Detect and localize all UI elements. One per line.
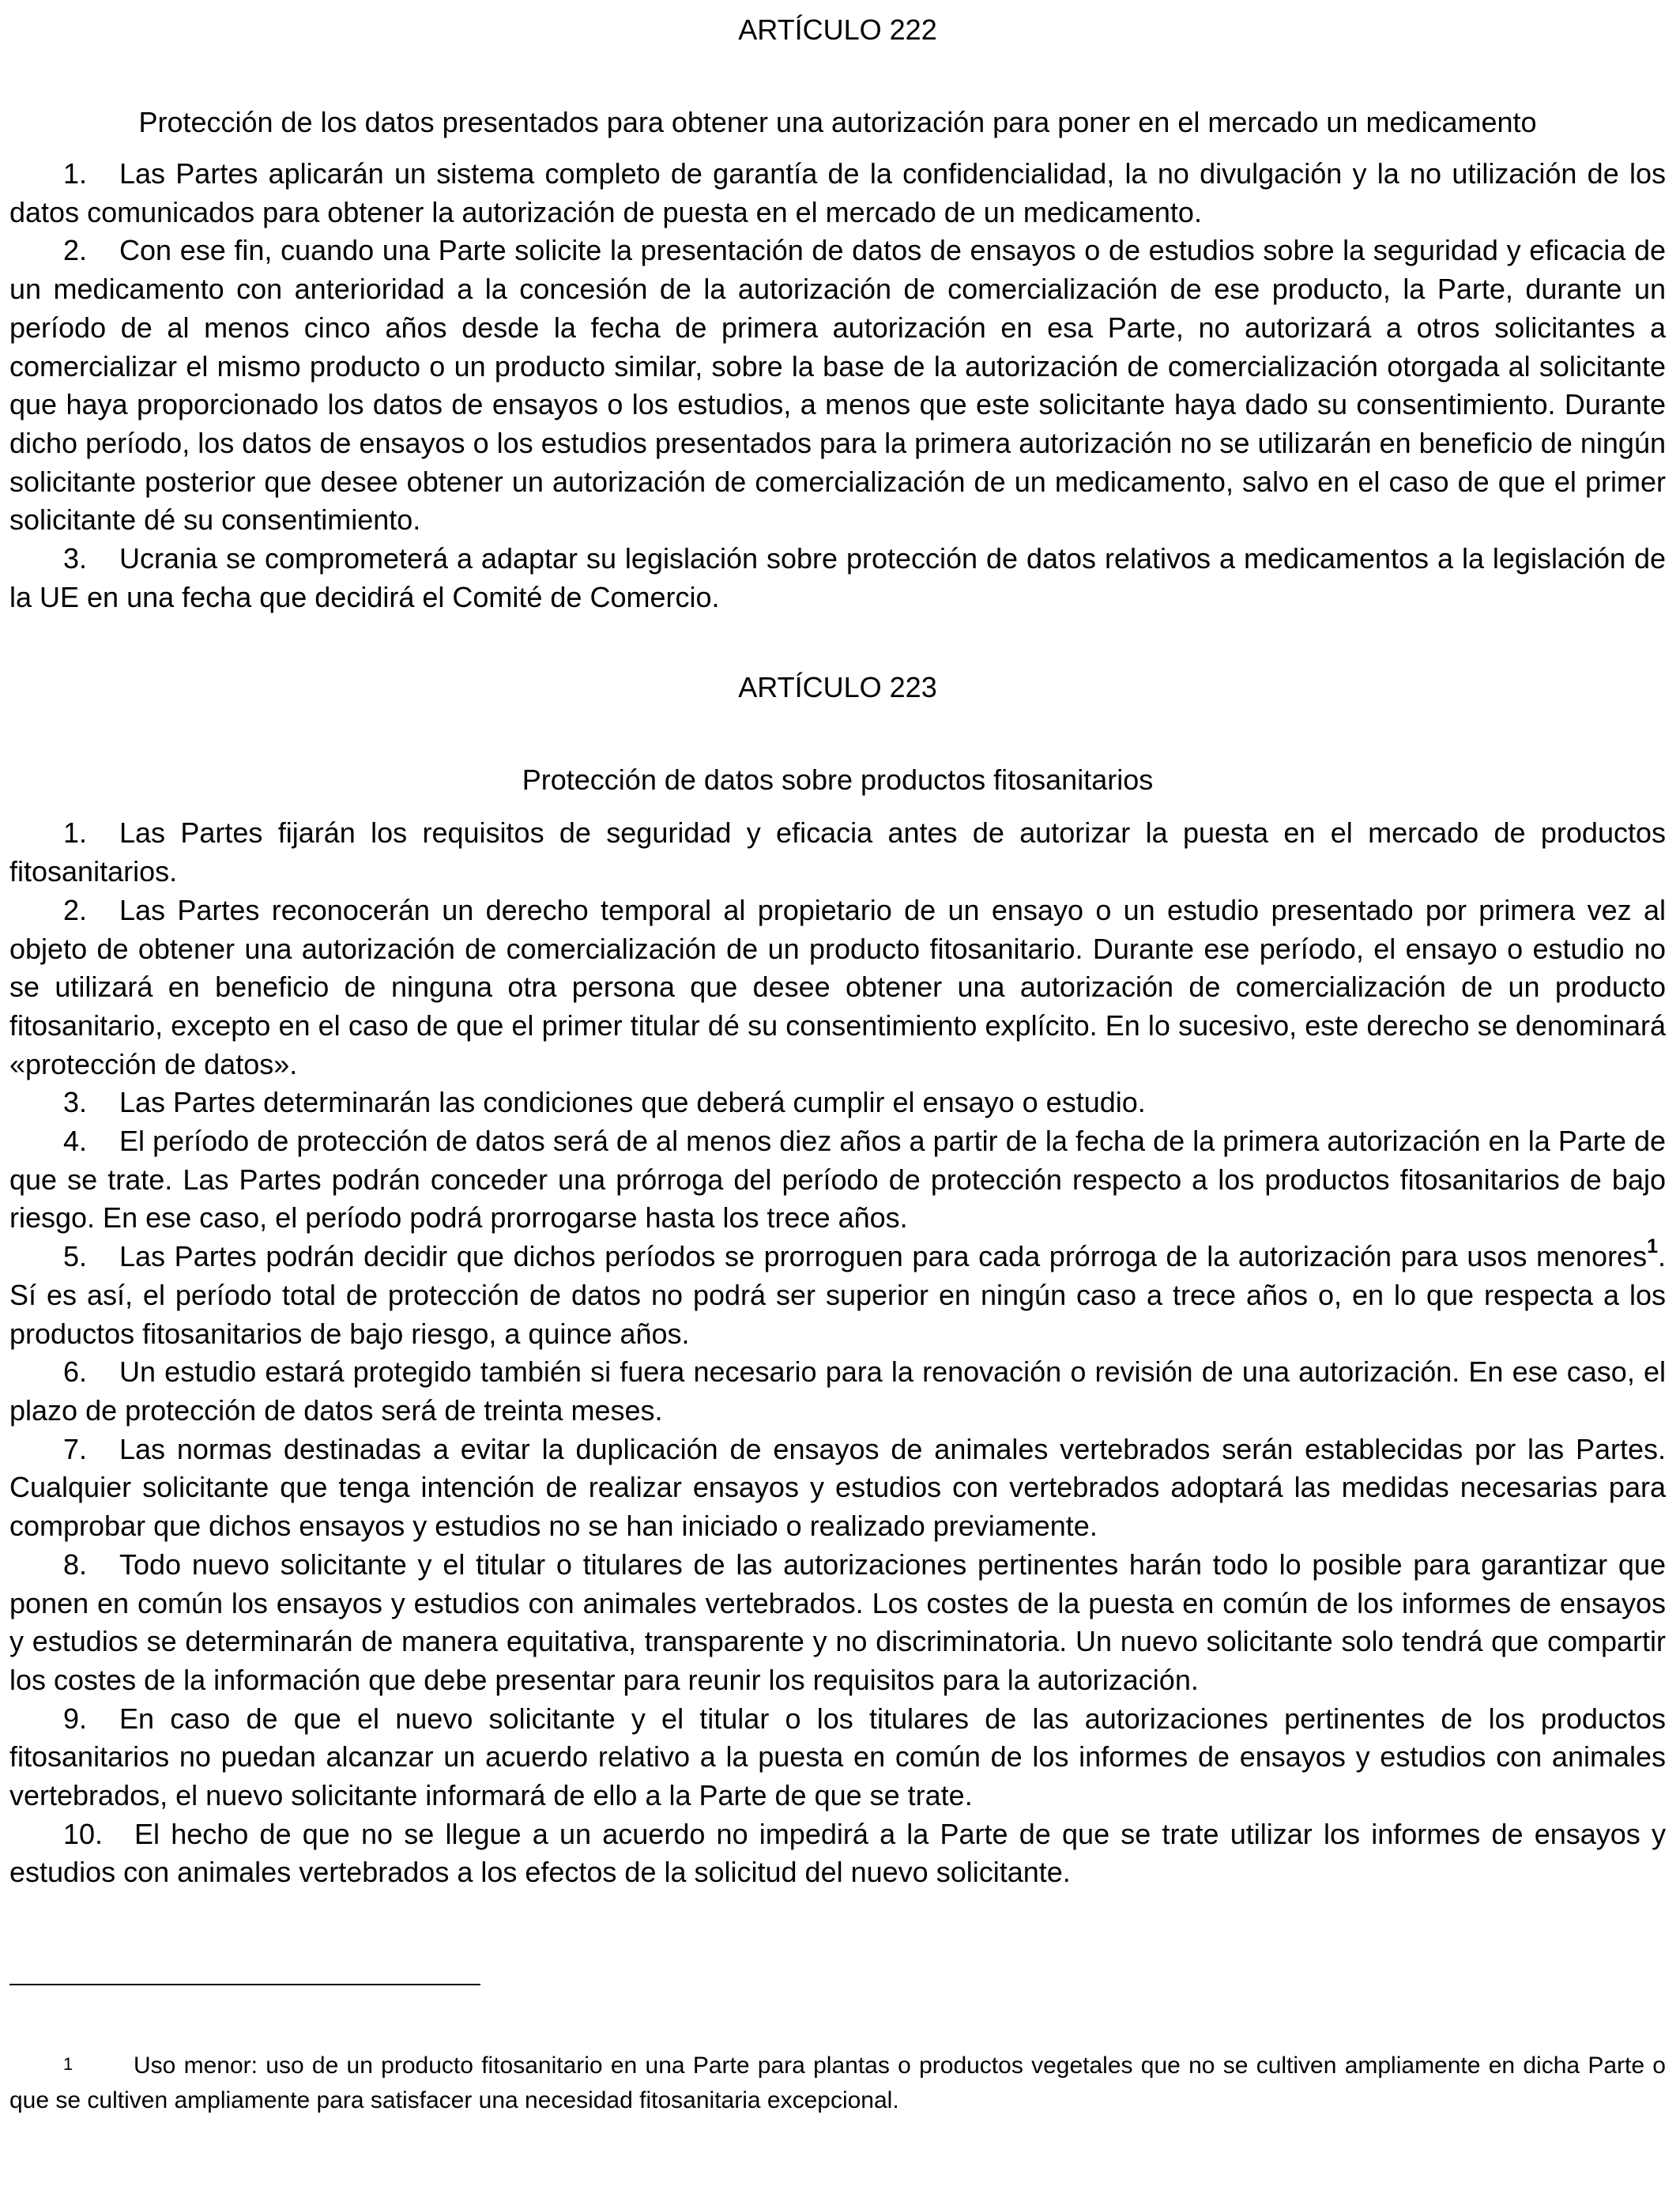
footnote-separator: [9, 1984, 480, 1985]
paragraph-number: 3.: [63, 1086, 88, 1119]
document-page: [9, 0, 1666, 1892]
paragraph-text: El período de protección de datos será de al menos diez años a partir de la fecha de la primera autorización en la Parte de que se trate. Las Partes podrán conceder una prórroga del período de protección respecto a los productos fitosanitarios de bajo riesgo. En ese caso, el período podrá prorrogarse hasta los trece años.: [9, 1125, 1666, 1235]
paragraph-text-before-footnote: Las Partes podrán decidir que dichos períodos se prorroguen para cada prórroga de la autorización para usos menores: [119, 1240, 1648, 1273]
article-223-paragraph-1: [9, 814, 1666, 891]
article-223-paragraph-4: [9, 1122, 1666, 1238]
article-222-paragraph-3: [9, 540, 1666, 616]
paragraph-number: 10.: [63, 1817, 104, 1850]
footnote-mark: 1: [63, 2054, 73, 2074]
footnote-reference[interactable]: 1: [1647, 1235, 1658, 1258]
paragraph-number: 3.: [63, 542, 88, 575]
paragraph-number: 2.: [63, 234, 88, 267]
paragraph-number: 4.: [63, 1125, 88, 1158]
paragraph-number: 7.: [63, 1432, 88, 1465]
article-223-paragraph-8: [9, 1546, 1666, 1700]
article-223-paragraph-5: [9, 1235, 1666, 1353]
paragraph-text: Las Partes fijarán los requisitos de seguridad y eficacia antes de autorizar la puesta en el mercado de productos fitosanitarios.: [9, 816, 1666, 888]
paragraph-number: 9.: [63, 1702, 88, 1735]
paragraph-number: 1.: [63, 816, 88, 850]
article-223-paragraph-2: [9, 892, 1666, 1084]
footnote-text: Uso menor: uso de un producto fitosanitario en una Parte para plantas o productos vegetales que no se cultiven ampliamente en dicha Parte o que se cultiven ampliamente para satisfacer una necesidad fitosanitaria excepcional.: [9, 2053, 1666, 2113]
article-222-paragraph-1: [9, 155, 1666, 232]
article-222-heading: Protección de los datos presentados para obtener una autorización para poner en el mercado un medicamento: [138, 106, 1537, 138]
paragraph-number: 1.: [63, 157, 88, 190]
article-223-paragraph-10: [9, 1815, 1666, 1892]
paragraph-text: Ucrania se comprometerá a adaptar su legislación sobre protección de datos relativos a medicamentos a la legislación de la UE en una fecha que decidirá el Comité de Comercio.: [9, 542, 1666, 613]
article-223-body: [9, 814, 1666, 1892]
article-223-paragraph-6: [9, 1353, 1666, 1430]
paragraph-text: Las Partes reconocerán un derecho temporal al propietario de un ensayo o un estudio presentado por primera vez al objeto de obtener una autorización de comercialización de un producto fitosanitario. Durante ese período, el ensayo o estudio no se utilizará en beneficio de ninguna otra persona que desee obtener una autorización de comercialización de un producto fitosanitario, excepto en el caso de que el primer titular dé su consentimiento explícito. En lo sucesivo, este derecho se denominará «protección de datos».: [9, 893, 1666, 1080]
article-222-body: [9, 155, 1666, 616]
article-223-paragraph-9: [9, 1700, 1666, 1815]
article-222-paragraph-2: [9, 232, 1666, 540]
paragraph-text: Las normas destinadas a evitar la duplicación de ensayos de animales vertebrados serán establecidas por las Partes. Cualquier solicitante que tenga intención de realizar ensayos y estudios con vertebrados adoptará las medidas necesarias para comprobar que dichos ensayos y estudios no se han iniciado o realizado previamente.: [9, 1432, 1666, 1543]
article-223-paragraph-7: [9, 1431, 1666, 1546]
footnote: [9, 2049, 1666, 2118]
paragraph-text: Las Partes determinarán las condiciones que deberá cumplir el ensayo o estudio.: [119, 1086, 1146, 1119]
paragraph-number: 6.: [63, 1355, 88, 1389]
paragraph-text: Las Partes aplicarán un sistema completo de garantía de la confidencialidad, la no divulgación y la no utilización de los datos comunicados para obtener la autorización de puesta en el mercado de un medicamento.: [9, 157, 1666, 228]
paragraph-number: 2.: [63, 893, 88, 926]
paragraph-text: Todo nuevo solicitante y el titular o titulares de las autorizaciones pertinentes harán todo lo posible para garantizar que ponen en común los ensayos y estudios con animales vertebrados. Los costes de la puesta en común de los informes de ensayos y estudios se determinarán de manera equitativa, transparente y no discriminatoria. Un nuevo solicitante solo tendrá que compartir los costes de la información que debe presentar para reunir los requisitos para la autorización.: [9, 1547, 1666, 1696]
paragraph-text: Con ese fin, cuando una Parte solicite la presentación de datos de ensayos o de estudios sobre la seguridad y eficacia de un medicamento con anterioridad a la concesión de la autorización de comercialización de ese producto, la Parte, durante un período de al menos cinco años desde la fecha de primera autorización en esa Parte, no autorizará a otros solicitantes a comercializar el mismo producto o un producto similar, sobre la base de la autorización de comercialización otorgada al solicitante que haya proporcionado los datos de ensayos o los estudios, a menos que este solicitante haya dado su consentimiento. Durante dicho período, los datos de ensayos o los estudios presentados para la primera autorización no se utilizarán en beneficio de ningún solicitante posterior que desee obtener un autorización de comercialización de un medicamento, salvo en el caso de que el primer solicitante dé su consentimiento.: [9, 234, 1666, 537]
article-223-paragraph-3: [9, 1084, 1666, 1122]
article-223-title: ARTÍCULO 223: [738, 671, 937, 704]
article-222-title: ARTÍCULO 222: [738, 13, 937, 46]
paragraph-text: El hecho de que no se llegue a un acuerdo no impedirá a la Parte de que se trate utilizar los informes de ensayos y estudios con animales vertebrados a los efectos de la solicitud del nuevo solicitante.: [9, 1817, 1666, 1889]
paragraph-text-after-footnote: . Sí es así, el período total de protección de datos no podrá ser superior en ningún caso a trece años o, en lo que respecta a los productos fitosanitarios de bajo riesgo, a quince años.: [9, 1240, 1666, 1350]
article-223-heading: Protección de datos sobre productos fitosanitarios: [522, 763, 1154, 797]
paragraph-number: 8.: [63, 1547, 88, 1581]
paragraph-text: Un estudio estará protegido también si fuera necesario para la renovación o revisión de una autorización. En ese caso, el plazo de protección de datos será de treinta meses.: [9, 1355, 1666, 1427]
paragraph-text: En caso de que el nuevo solicitante y el titular o los titulares de las autorizaciones pertinentes de los productos fitosanitarios no puedan alcanzar un acuerdo relativo a la puesta en común de los informes de ensayos y estudios con animales vertebrados, el nuevo solicitante informará de ello a la Parte de que se trate.: [9, 1702, 1666, 1812]
paragraph-number: 5.: [63, 1240, 88, 1273]
